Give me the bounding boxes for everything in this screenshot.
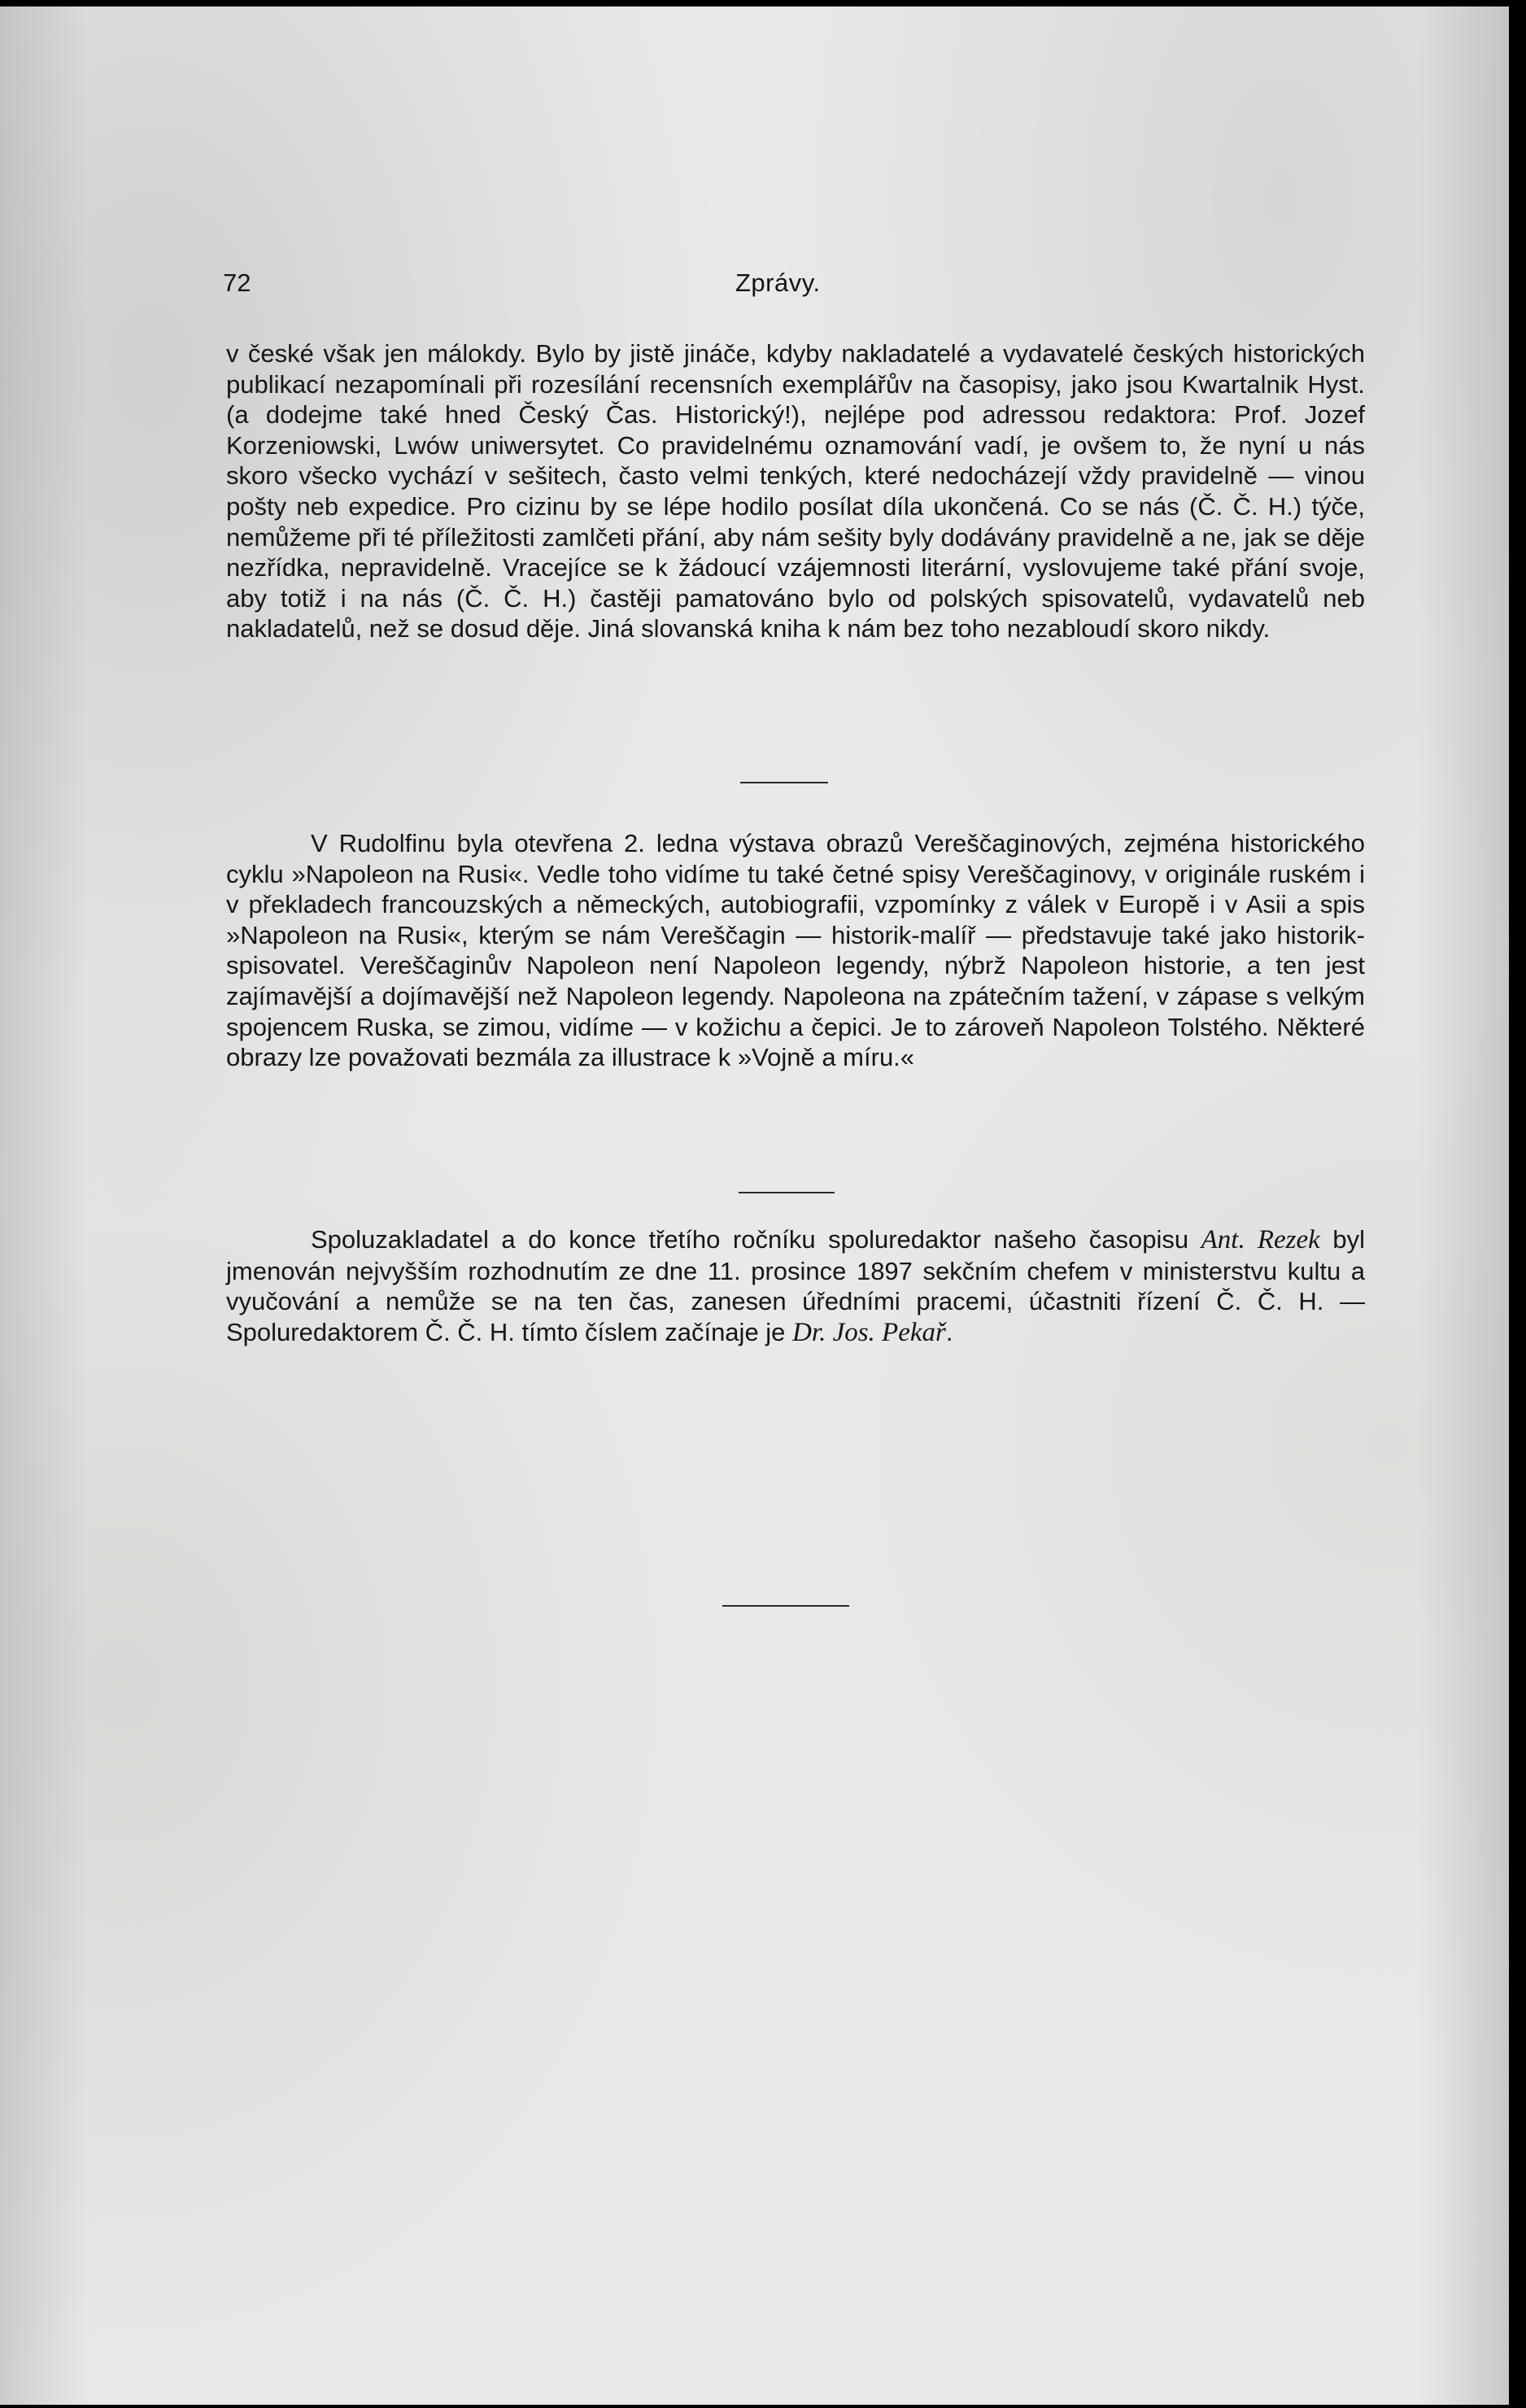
scan-border (1509, 0, 1526, 2408)
paragraph-rudolfinum (226, 828, 1365, 1073)
scanned-page (0, 7, 1509, 2405)
paragraph-editors (226, 1224, 1365, 1348)
paragraph-text: v české však jen málokdy. Bylo by jistě jináče, kdyby nakladatelé a vydavatelé českých historických publikací nezapomínali při rozesílání recensních exemplářův na časopisy, jako jsou Kwartalnik Hyst. (a dodejme také hned Český Čas. Historický!), nejlépe pod adressou redaktora: Prof. Jozef Korzeniowski, Lwów uniwersytet. Co pravidelnému oznamování vadí, je ovšem to, že nyní u nás skoro všecko vychází v sešitech, často velmi tenkých, které nedocházejí vždy pravidelně — vinou pošty neb expedice. Pro cizinu by se lépe hodilo posílat díla ukončená. Co se nás (Č. Č. H.) týče, nemůžeme při té příležitosti zamlčeti přání, aby nám sešity byly dodávány pravidelně a ne, jak se děje nezřídka, nepravidelně. Vracejíce se k žádoucí vzájemnosti literární, vyslovujeme také přání svoje, aby totiž i na nás (Č. Č. H.) častěji pamatováno bylo od polských spisovatelů, vydavatelů neb nakladatelů, než se dosud děje. Jiná slovanská kniha k nám bez toho nezabloudí skoro nikdy. (226, 339, 1365, 643)
paragraph-text (226, 1224, 1365, 1348)
section-divider (740, 782, 828, 783)
page-number: 72 (223, 268, 251, 297)
text-run: byl jmenován nejvyšším rozhodnutím ze dne 11. prosince 1897 sekčním chefem v ministerstvu kultu a vyučování a nemůže se na ten čas, zanesen úředními pracemi, účastniti řízení Č. Č. H. — Spoluredaktorem Č. Č. H. tímto číslem začínaje je (226, 1225, 1365, 1346)
text-run: . (945, 1317, 953, 1346)
text-run: Spoluzakladatel a do konce třetího ročníku spoluredaktor našeho časopisu (311, 1225, 1201, 1254)
page-header (223, 268, 1362, 309)
paragraph-continuation (226, 338, 1365, 644)
person-name-pekar: Dr. Jos. Pekař (792, 1317, 946, 1347)
end-divider (722, 1605, 849, 1607)
section-divider (739, 1192, 835, 1193)
running-head: Zprávy. (735, 268, 821, 297)
person-name-rezek: Ant. Rezek (1201, 1225, 1320, 1254)
paragraph-text: V Rudolfinu byla otevřena 2. ledna výstava obrazů Vereščaginových, zejména historického cyklu »Napoleon na Rusi«. Vedle toho vidíme tu také četné spisy Vereščaginovy, v originále ruském i v překladech francouzských a německých, autobiografii, vzpomínky z válek v Europě i v Asii a spis »Napoleon na Rusi«, kterým se nám Vereščagin — historik-malíř — představuje také jako historik-spisovatel. Vereščaginův Napoleon není Napoleon legendy, nýbrž Napoleon historie, a ten jest zajímavější a dojímavější než Napoleon legendy. Napoleona na zpátečním tažení, v zápase s velkým spojencem Ruska, se zimou, vidíme — v kožichu a čepici. Je to zároveň Napoleon Tolstého. Některé obrazy lze považovati bezmála za illustrace k »Vojně a míru.« (226, 829, 1365, 1072)
